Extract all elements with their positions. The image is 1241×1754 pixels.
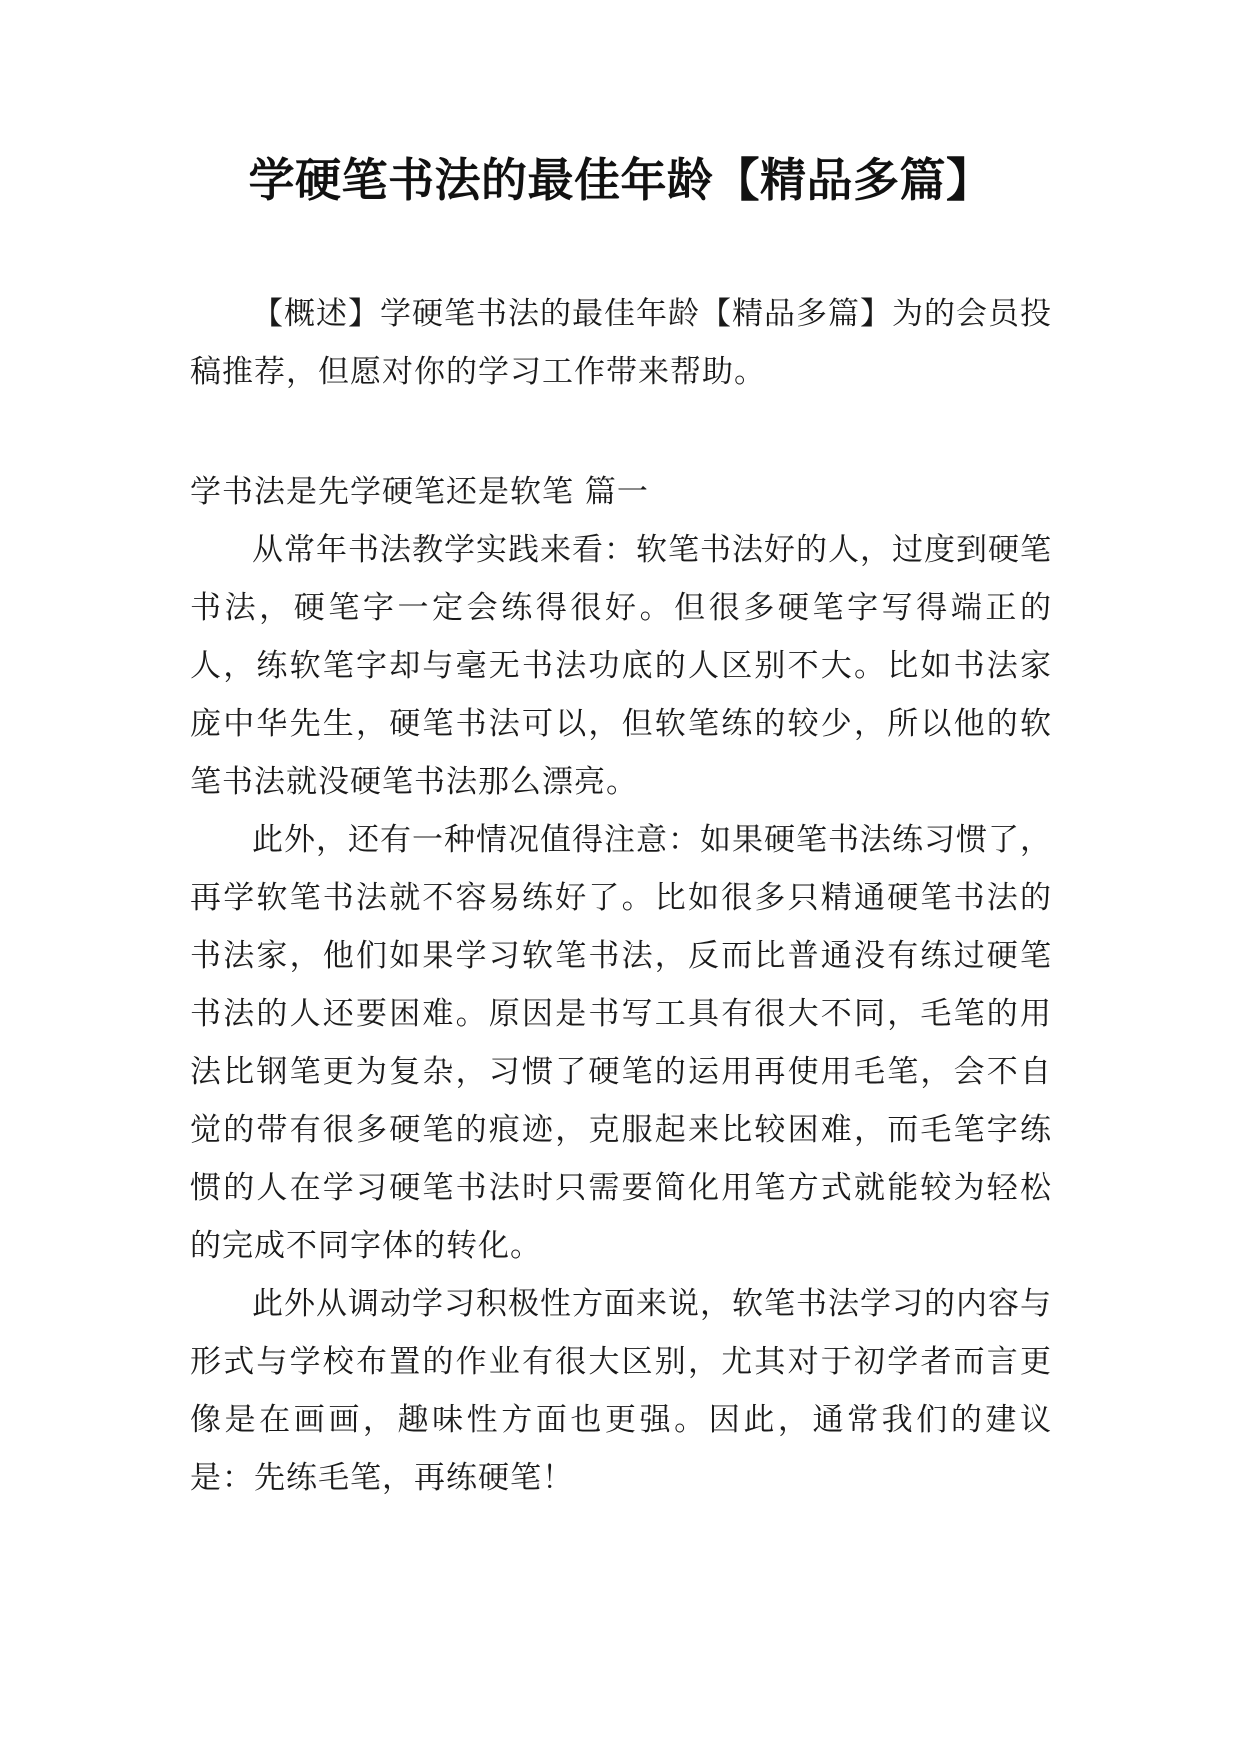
section-body [190,521,1052,1507]
body-paragraph-1: 从常年书法教学实践来看：软笔书法好的人，过度到硬笔书法，硬笔字一定会练得很好。但很多硬笔字写得端正的人，练软笔字却与毫无书法功底的人区别不大。比如书法家庞中华先生，硬笔书法可以，但软笔练的较少，所以他的软笔书法就没硬笔书法那么漂亮。 [190,532,1052,800]
body-paragraph-3: 此外从调动学习积极性方面来说，软笔书法学习的内容与形式与学校布置的作业有很大区别，尤其对于初学者而言更像是在画画，趣味性方面也更强。因此，通常我们的建议是：先练毛笔，再练硬笔！ [190,1286,1052,1496]
body-paragraph-2: 此外，还有一种情况值得注意：如果硬笔书法练习惯了，再学软笔书法就不容易练好了。比如很多只精通硬笔书法的书法家，他们如果学习软笔书法，反而比普通没有练过硬笔书法的人还要困难。原因是书写工具有很大不同，毛笔的用法比钢笔更为复杂，习惯了硬笔的运用再使用毛笔，会不自觉的带有很多硬笔的痕迹，克服起来比较困难，而毛笔字练惯的人在学习硬笔书法时只需要简化用笔方式就能较为轻松的完成不同字体的转化。 [190,822,1052,1264]
summary-paragraph: 【概述】学硬笔书法的最佳年龄【精品多篇】为的会员投稿推荐，但愿对你的学习工作带来帮助。 [190,296,1052,390]
section-heading: 学书法是先学硬笔还是软笔 篇一 [190,474,649,510]
document-title: 学硬笔书法的最佳年龄【精品多篇】 [248,153,993,207]
